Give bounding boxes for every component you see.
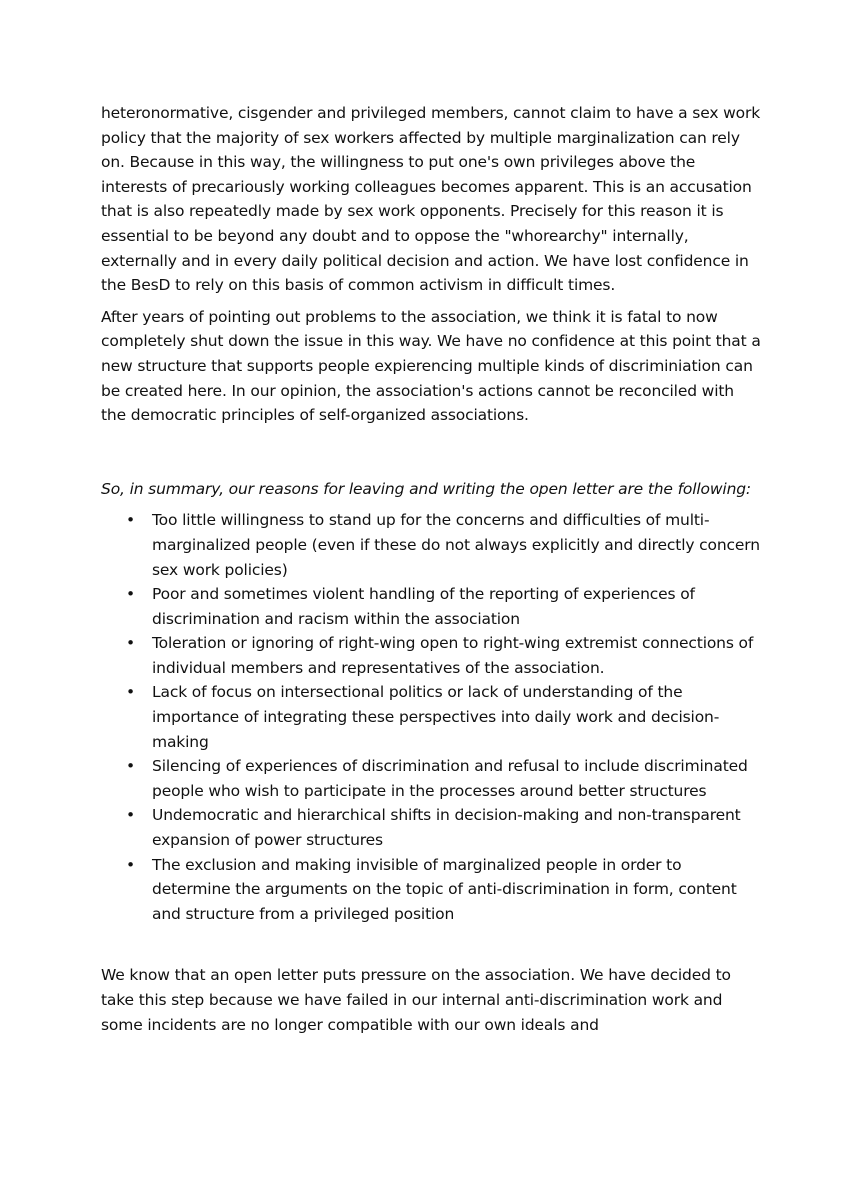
list-item-text: Silencing of experiences of discrimination and refusal to include discriminated people who wish to participate in the processes around better structures: [152, 757, 748, 800]
bullet-icon: •: [126, 855, 135, 874]
paragraph-privilege: heteronormative, cisgender and privileged members, cannot claim to have a sex work policy that the majority of sex workers affected by multiple marginalization can rely on. Because in this way, the willingness to put one's own privileges above the interests of precariously working colleagues becomes apparent. This is an accusation that is also repeatedly made by sex work opponents. Precisely for this reason it is essential to be beyond any doubt and to oppose the "whorearchy" internally, externally and in every daily political decision and action. We have lost confidence in the BesD to rely on this basis of common activism in difficult times.: [101, 104, 761, 295]
bullet-icon: •: [126, 806, 135, 825]
bullet-icon: •: [126, 511, 135, 530]
list-item: [101, 754, 761, 803]
summary-intro: So, in summary, our reasons for leaving and writing the open letter are the following:: [101, 479, 751, 498]
list-item: [101, 853, 761, 927]
list-item-text: Lack of focus on intersectional politics or lack of understanding of the importance of integrating these perspectives into daily work and decision-making: [152, 683, 720, 751]
bullet-icon: •: [126, 757, 135, 776]
document-page: [101, 101, 761, 1037]
list-item-text: Too little willingness to stand up for the concerns and difficulties of multi-marginalized people (even if these do not always explicitly and directly concern sex work policies): [152, 511, 760, 579]
list-item-text: Poor and sometimes violent handling of the reporting of experiences of discrimination and racism within the association: [152, 585, 695, 628]
list-item-text: Toleration or ignoring of right-wing open to right-wing extremist connections of individual members and representatives of the association.: [152, 634, 754, 677]
list-item: [101, 508, 761, 582]
reasons-list: [101, 508, 761, 926]
paragraph-association-actions: After years of pointing out problems to the association, we think it is fatal to now completely shut down the issue in this way. We have no confidence at this point that a new structure that supports people expierencing multiple kinds of discriminiation can be created here. In our opinion, the association's actions cannot be reconciled with the democratic principles of self-organized associations.: [101, 307, 761, 425]
bullet-icon: •: [126, 683, 135, 702]
list-item: [101, 582, 761, 631]
list-item-text: Undemocratic and hierarchical shifts in decision-making and non-transparent expansion of power structures: [152, 806, 741, 850]
list-item: [101, 631, 761, 680]
list-item: [101, 803, 761, 852]
bullet-icon: •: [126, 634, 135, 653]
bullet-icon: •: [126, 585, 135, 604]
list-item-text: The exclusion and making invisible of marginalized people in order to determine the arguments on the topic of anti-discrimination in form, content and structure from a privileged position: [152, 855, 737, 923]
paragraph-closing: We know that an open letter puts pressure on the association. We have decided to take this step because we have failed in our internal anti-discrimination work and some incidents are no longer compatible with our own ideals and: [101, 966, 731, 1034]
list-item: [101, 680, 761, 754]
